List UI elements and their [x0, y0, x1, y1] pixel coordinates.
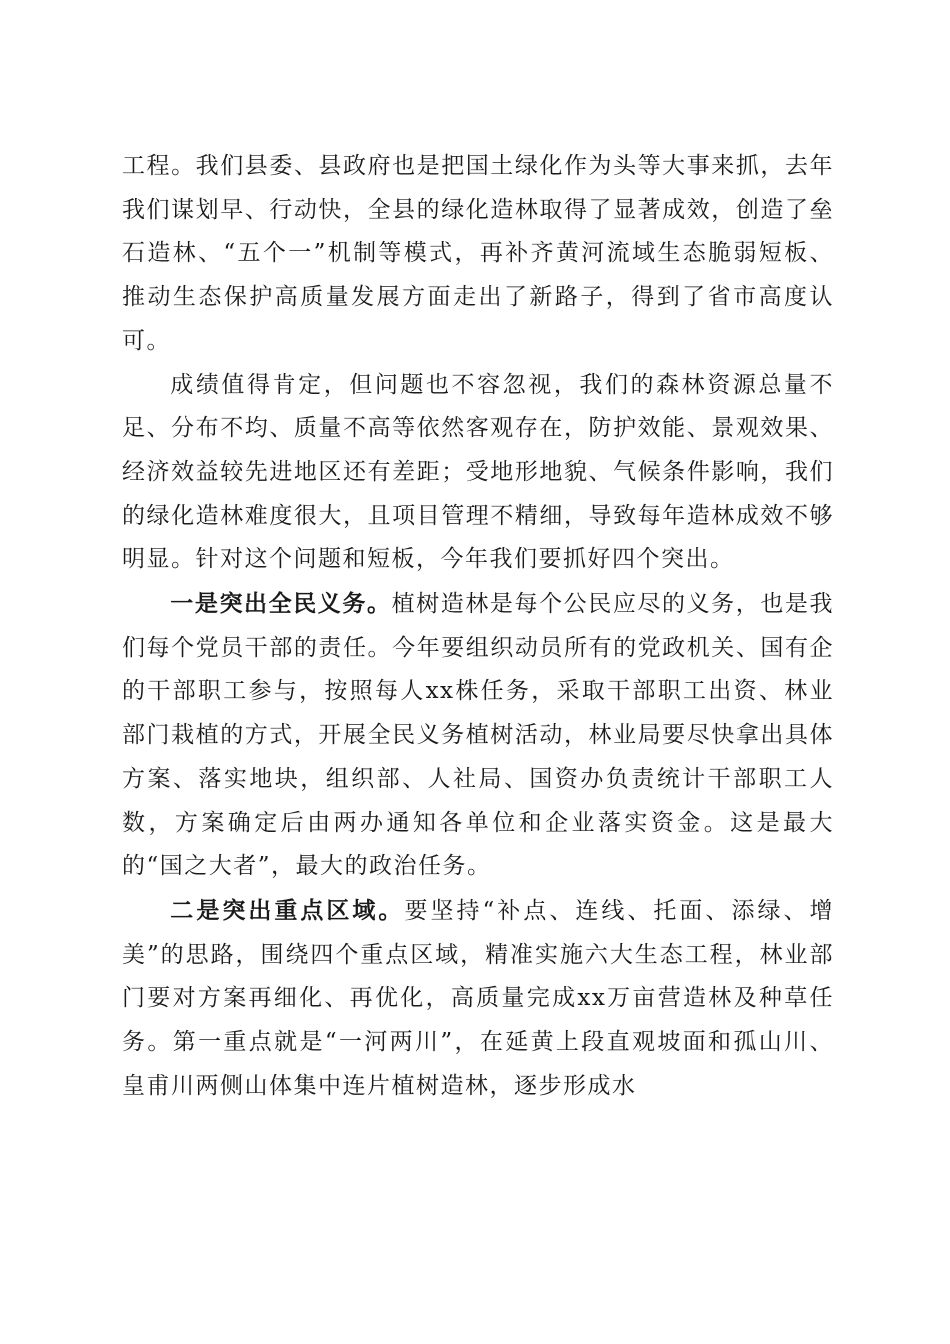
paragraph-lead-heading: 二是突出重点区域。 [170, 896, 405, 924]
paragraph-continuation [122, 145, 834, 364]
paragraph-point-one [122, 582, 834, 889]
paragraph-point-two [122, 889, 834, 1109]
paragraph-text: 工程。我们县委、县政府也是把国土绿化作为头等大事来抓，去年我们谋划早、行动快，全县的绿化造林取得了显著成效，创造了垒石造林、“五个一”机制等模式，再补齐黄河流域生态脆弱短板、推动生态保护高质量发展方面走出了新路子，得到了省市高度认可。 [122, 153, 834, 354]
paragraph-problems [122, 364, 834, 583]
paragraph-lead-heading: 一是突出全民义务。 [170, 590, 392, 618]
paragraph-text: 要坚持“补点、连线、托面、添绿、增美”的思路，围绕四个重点区域，精准实施六大生态工程，林业部门要对方案再细化、再优化，高质量完成xx万亩营造林及种草任务。第一重点就是“一河两川”，在延黄上段直观坡面和孤山川、皇甫川两侧山体集中连片植树造林，逐步形成水 [122, 897, 835, 1099]
paragraph-text: 成绩值得肯定，但问题也不容忽视，我们的森林资源总量不足、分布不均、质量不高等依然客观存在，防护效能、景观效果、经济效益较先进地区还有差距；受地形地貌、气候条件影响，我们的绿化造林难度很大，且项目管理不精细，导致每年造林成效不够明显。针对这个问题和短板，今年我们要抓好四个突出。 [122, 371, 834, 573]
document-body [122, 145, 834, 1108]
paragraph-text: 植树造林是每个公民应尽的义务，也是我们每个党员干部的责任。今年要组织动员所有的党政机关、国有企的干部职工参与，按照每人xx株任务，采取干部职工出资、林业部门栽植的方式，开展全民义务植树活动，林业局要尽快拿出具体方案、落实地块，组织部、人社局、国资办负责统计干部职工人数，方案确定后由两办通知各单位和企业落实资金。这是最大的“国之大者”，最大的政治任务。 [122, 591, 835, 880]
